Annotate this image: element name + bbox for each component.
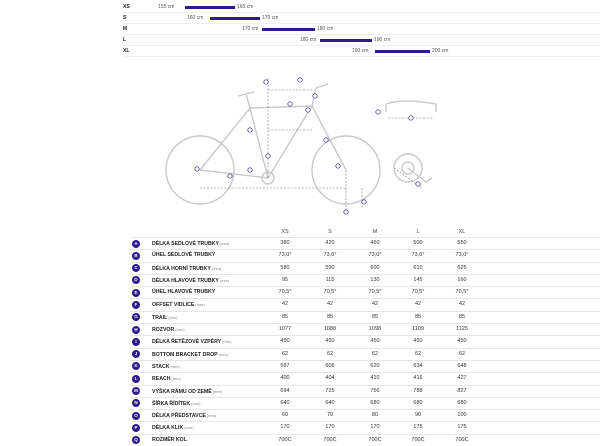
table-cell: 625 bbox=[457, 264, 467, 271]
table-row bbox=[130, 262, 600, 274]
size-row-l bbox=[0, 35, 600, 46]
table-cell: 62 bbox=[281, 350, 289, 357]
table-row bbox=[130, 237, 600, 249]
dimension-letter-badge: F bbox=[132, 301, 140, 309]
table-cell: 42 bbox=[414, 301, 422, 308]
table-cell: 80 bbox=[371, 412, 379, 419]
table-cell: 1098 bbox=[368, 326, 382, 333]
table-cell: 587 bbox=[280, 362, 290, 369]
dimension-name: DÉLKA HLAVOVÉ TRUBKY(mm) bbox=[152, 277, 230, 284]
dimension-letter-badge: G bbox=[132, 313, 140, 321]
table-cell: 410 bbox=[370, 375, 380, 382]
dimension-letter-badge: I bbox=[132, 338, 140, 346]
dimension-unit: (mm) bbox=[211, 265, 222, 271]
height-to: 165 cm bbox=[237, 4, 254, 10]
table-cell: 62 bbox=[458, 350, 466, 357]
height-to: 200 cm bbox=[432, 48, 449, 54]
size-row-xl bbox=[0, 46, 600, 57]
size-label: S bbox=[123, 15, 127, 21]
column-header-l: L bbox=[416, 229, 420, 235]
dimension-letter-badge: E bbox=[132, 289, 140, 297]
height-range-bar bbox=[262, 28, 315, 31]
size-label: XL bbox=[123, 48, 130, 54]
dimension-name: DÉLKA ŘETĚZOVÉ VZPĚRY(mm) bbox=[152, 339, 232, 346]
table-cell: 62 bbox=[326, 350, 334, 357]
table-cell: 827 bbox=[457, 387, 467, 394]
table-cell: 427 bbox=[457, 375, 467, 382]
dimension-name: DÉLKA KLIK(mm) bbox=[152, 425, 194, 432]
table-cell: 648 bbox=[457, 362, 467, 369]
size-label: M bbox=[123, 26, 128, 32]
table-row bbox=[130, 372, 600, 384]
table-cell: 95 bbox=[281, 276, 289, 283]
dimension-name: BOTTOM BRACKET DROP(mm) bbox=[152, 351, 228, 358]
table-cell: 694 bbox=[280, 387, 290, 394]
size-row-xs bbox=[0, 2, 600, 13]
table-cell: 73,0° bbox=[278, 252, 292, 259]
table-cell: 460 bbox=[370, 240, 380, 246]
dimension-name: ROZVOR(mm) bbox=[152, 327, 185, 334]
dimension-letter-badge: M bbox=[132, 387, 140, 395]
dimension-letter-badge: N bbox=[132, 399, 140, 407]
dimension-unit: (mm) bbox=[168, 314, 178, 320]
size-label: XS bbox=[123, 4, 130, 10]
table-cell: 62 bbox=[414, 350, 422, 357]
table-row bbox=[130, 409, 600, 421]
table-cell: 62 bbox=[371, 350, 379, 357]
table-row bbox=[130, 323, 600, 335]
table-row bbox=[130, 335, 600, 347]
table-cell: 606 bbox=[325, 362, 335, 369]
dimension-name: DÉLKA SEDLOVÉ TRUBKY(mm) bbox=[152, 241, 230, 247]
height-range-bar bbox=[320, 39, 372, 42]
table-cell: 680 bbox=[457, 399, 467, 406]
table-cell: 130 bbox=[370, 276, 380, 283]
table-cell: 620 bbox=[370, 362, 380, 369]
table-cell: 170 bbox=[280, 424, 290, 431]
height-from: 155 cm bbox=[158, 4, 175, 10]
dimension-name: ÚHEL HLAVOVÉ TRUBKY bbox=[152, 289, 216, 296]
table-cell: 700C bbox=[455, 436, 469, 443]
dimension-unit: (mm) bbox=[195, 302, 205, 308]
table-cell: 1088 bbox=[323, 326, 337, 333]
table-cell: 680 bbox=[413, 399, 423, 406]
table-cell: 1125 bbox=[456, 326, 468, 333]
geometry-table bbox=[130, 227, 600, 446]
height-range-bar bbox=[375, 50, 430, 53]
dimension-unit: (mm) bbox=[191, 400, 201, 406]
column-header-xs: XS bbox=[281, 229, 289, 235]
table-cell: 42 bbox=[371, 301, 379, 308]
dimension-unit: (mm) bbox=[218, 351, 228, 357]
table-cell: 725 bbox=[325, 387, 335, 394]
height-from: 160 cm bbox=[187, 15, 204, 21]
dimension-unit: (mm) bbox=[219, 241, 230, 246]
table-cell: 70,5° bbox=[323, 289, 337, 296]
table-cell: 170 bbox=[370, 424, 380, 431]
height-to: 170 cm bbox=[262, 15, 279, 21]
table-cell: 700C bbox=[278, 436, 292, 443]
table-cell: 640 bbox=[280, 399, 290, 406]
dimension-name: ROZMĚR KOL bbox=[152, 436, 187, 443]
bike-frame-geometry-icon bbox=[166, 84, 380, 204]
height-to: 180 cm bbox=[317, 26, 334, 32]
table-row bbox=[130, 286, 600, 298]
table-cell: 85 bbox=[326, 313, 334, 320]
dimension-letter-badge: P bbox=[132, 424, 140, 432]
table-cell: 70,5° bbox=[411, 289, 425, 296]
bike-geometry-drawing bbox=[150, 70, 450, 230]
table-cell: 160 bbox=[457, 276, 467, 283]
table-cell: 680 bbox=[370, 399, 380, 406]
dimension-name: TRAIL(mm) bbox=[152, 314, 178, 321]
row-divider bbox=[123, 56, 600, 57]
table-cell: 70,5° bbox=[368, 289, 382, 296]
dimension-letter-badge: J bbox=[132, 350, 140, 358]
height-from: 170 cm bbox=[242, 26, 259, 32]
geometry-dimension-lines bbox=[200, 78, 362, 212]
table-cell: 450 bbox=[413, 338, 423, 345]
size-row-m bbox=[0, 24, 600, 35]
table-cell: 85 bbox=[458, 313, 466, 320]
table-cell: 42 bbox=[326, 301, 334, 308]
dimension-name: DÉLKA HORNÍ TRUBKY(mm) bbox=[152, 265, 222, 272]
dimension-name: ŠÍŘKA ŘÍDÍTEK(mm) bbox=[152, 400, 201, 407]
height-range-bar bbox=[185, 6, 235, 9]
dimension-letter-badge: K bbox=[132, 362, 140, 370]
table-cell: 590 bbox=[325, 264, 335, 271]
table-cell: 70 bbox=[326, 412, 334, 419]
table-cell: 634 bbox=[413, 362, 423, 369]
dimension-name: ÚHEL SEDLOVÉ TRUBKY bbox=[152, 252, 216, 259]
dimension-letter-badge: B bbox=[132, 252, 140, 260]
height-from: 180 cm bbox=[300, 37, 317, 43]
column-header-m: M bbox=[372, 229, 378, 235]
table-cell: 756 bbox=[370, 387, 380, 394]
size-label: L bbox=[123, 37, 127, 43]
table-cell: 115 bbox=[325, 276, 335, 283]
table-cell: 170 bbox=[325, 424, 335, 431]
table-cell: 1109 bbox=[412, 326, 424, 333]
table-cell: 788 bbox=[413, 387, 423, 394]
table-cell: 42 bbox=[458, 301, 466, 308]
column-header-xl: XL bbox=[458, 229, 466, 235]
table-cell: 100 bbox=[457, 412, 467, 419]
table-row bbox=[130, 274, 600, 286]
table-cell: 450 bbox=[280, 338, 290, 345]
table-cell: 70,5° bbox=[278, 289, 292, 296]
dimension-unit: (mm) bbox=[184, 425, 194, 431]
table-cell: 580 bbox=[280, 264, 290, 271]
table-row bbox=[130, 421, 600, 433]
table-cell: 420 bbox=[325, 240, 335, 246]
table-row bbox=[130, 360, 600, 372]
size-row-s bbox=[0, 13, 600, 24]
table-cell: 700C bbox=[411, 436, 425, 443]
table-row bbox=[130, 397, 600, 409]
dimension-letter-badge: Q bbox=[132, 436, 140, 444]
table-cell: 73,0° bbox=[411, 252, 425, 259]
table-cell: 416 bbox=[413, 375, 423, 382]
dimension-letter-badge: L bbox=[132, 375, 140, 383]
table-cell: 85 bbox=[414, 313, 422, 320]
table-cell: 600 bbox=[370, 264, 380, 271]
table-row bbox=[130, 311, 600, 323]
table-row bbox=[130, 298, 600, 310]
dimension-letter-badge: D bbox=[132, 276, 140, 284]
dimension-name: REACH(mm) bbox=[152, 376, 181, 383]
table-cell: 404 bbox=[325, 375, 335, 382]
dimension-letter-badge: O bbox=[132, 412, 140, 420]
dimension-letter-badge: H bbox=[132, 326, 140, 334]
geometry-table-header bbox=[130, 227, 600, 237]
table-cell: 85 bbox=[281, 313, 289, 320]
dimension-unit: (mm) bbox=[175, 327, 185, 333]
table-cell: 700C bbox=[368, 436, 382, 443]
table-cell: 380 bbox=[280, 240, 290, 246]
rider-height-size-chart bbox=[0, 0, 600, 58]
dimension-letter-badge: C bbox=[132, 264, 140, 272]
dimension-unit: (mm) bbox=[222, 339, 232, 345]
table-cell: 1077 bbox=[278, 326, 292, 333]
dimension-unit: (mm) bbox=[171, 376, 181, 382]
table-cell: 610 bbox=[413, 264, 423, 271]
dimension-name: OFFSET VIDLICE(mm) bbox=[152, 302, 205, 309]
height-range-bar bbox=[210, 17, 260, 20]
table-row bbox=[130, 249, 600, 261]
table-row bbox=[130, 385, 600, 397]
crank-length-icon bbox=[394, 154, 432, 188]
table-cell: 60 bbox=[281, 412, 289, 419]
table-cell: 700C bbox=[323, 436, 337, 443]
table-cell: 175 bbox=[413, 424, 423, 431]
dimension-name: STACK(mm) bbox=[152, 363, 180, 370]
table-cell: 450 bbox=[325, 338, 335, 345]
dimension-name: DÉLKA PŘEDSTAVCE(mm) bbox=[152, 413, 217, 420]
height-to: 190 cm bbox=[374, 37, 391, 43]
table-cell: 90 bbox=[414, 412, 422, 419]
dimension-unit: (mm) bbox=[170, 363, 180, 369]
table-cell: 73,0° bbox=[323, 252, 337, 259]
table-cell: 175 bbox=[457, 424, 467, 431]
dimension-letter-badge: A bbox=[132, 240, 140, 248]
table-cell: 450 bbox=[457, 338, 467, 345]
table-cell: 85 bbox=[371, 313, 379, 320]
table-row bbox=[130, 348, 600, 360]
table-cell: 70,5° bbox=[455, 289, 469, 296]
table-cell: 73,0° bbox=[455, 252, 469, 259]
table-cell: 450 bbox=[370, 338, 380, 345]
dimension-name: VÝŠKA RÁMU OD ZEMĚ(mm) bbox=[152, 388, 223, 395]
table-cell: 500 bbox=[413, 240, 423, 246]
geometry-table-body bbox=[130, 237, 600, 446]
table-cell: 73,0° bbox=[368, 252, 382, 259]
table-cell: 640 bbox=[325, 399, 335, 406]
dimension-unit: (mm) bbox=[212, 388, 223, 394]
handlebar-width-icon bbox=[386, 101, 436, 120]
table-cell: 145 bbox=[413, 276, 423, 283]
dimension-unit: (mm) bbox=[219, 277, 230, 283]
column-header-s: S bbox=[328, 229, 332, 235]
table-cell: 400 bbox=[280, 375, 290, 382]
height-from: 190 cm bbox=[352, 48, 369, 54]
table-cell: 550 bbox=[457, 240, 467, 246]
table-cell: 42 bbox=[281, 301, 289, 308]
dimension-unit: (mm) bbox=[206, 413, 217, 419]
